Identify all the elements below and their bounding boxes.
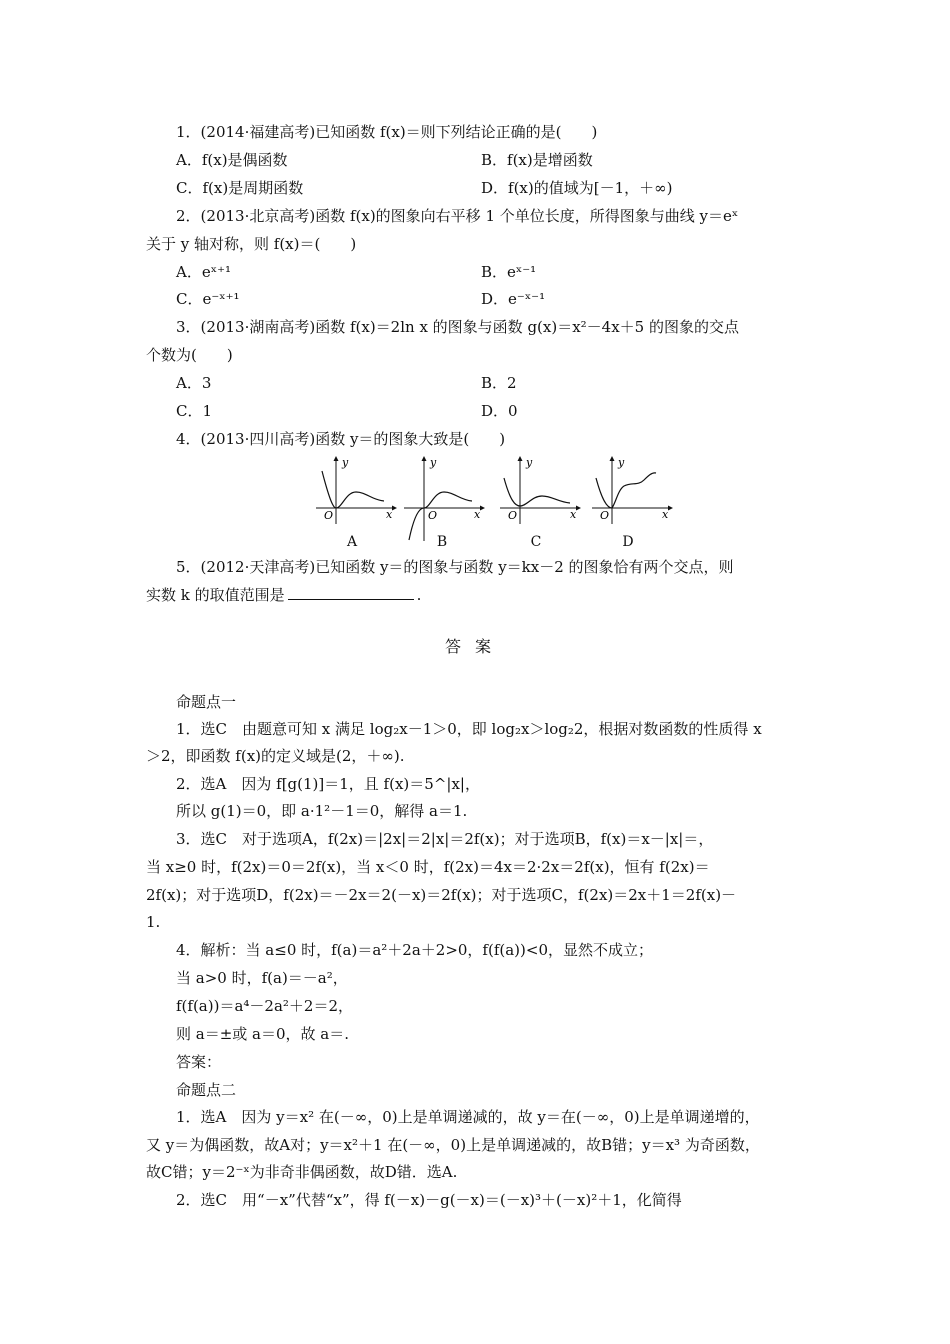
q5-stem-line2 — [146, 584, 421, 606]
q4-graph-d — [588, 456, 673, 526]
q4-label-b: B — [436, 534, 448, 550]
s1-answer-3-line3: 2f(x)；对于选项D，f(2x)＝－2x＝2(－x)＝2f(x)；对于选项C，f(2x)＝2x＋1＝2f(x)－ — [146, 886, 737, 904]
q1-option-d: D．f(x)的值域为[－1，＋∞) — [481, 179, 673, 197]
q1-option-c: C．f(x)是周期函数 — [176, 179, 304, 197]
q3-stem-line2: 个数为( ) — [146, 346, 233, 364]
q4-label-d: D — [622, 534, 634, 550]
section-2-heading: 命题点二 — [176, 1081, 237, 1099]
answers-title: 答案 — [444, 637, 505, 656]
q3-option-b: B．2 — [481, 374, 517, 392]
axis-x-label: x — [386, 508, 393, 521]
axis-y-label: y — [526, 456, 533, 469]
q1-option-a: A．f(x)是偶函数 — [176, 151, 288, 169]
q5-answer-blank — [288, 585, 414, 600]
s1-answer-3-line4: 1. — [146, 913, 161, 931]
origin-label: O — [600, 509, 610, 522]
q1-stem: 1．(2014·福建高考)已知函数 f(x)＝则下列结论正确的是( ) — [176, 123, 598, 141]
q2-option-d: D．e⁻ˣ⁻¹ — [481, 290, 546, 308]
q3-stem-line1: 3．(2013·湖南高考)函数 f(x)＝2ln x 的图象与函数 g(x)＝x²－4x＋5 的图象的交点 — [176, 318, 739, 336]
s1-answer-1-line2: ＞2，即函数 f(x)的定义域是(2，＋∞). — [146, 747, 405, 765]
axis-x-label: x — [570, 508, 577, 521]
q3-option-d: D．0 — [481, 402, 518, 420]
s1-answer-4-line1: 4．解析：当 a≤0 时，f(a)＝a²＋2a＋2>0，f(f(a))<0，显然不成立； — [176, 941, 653, 959]
q2-option-c: C．e⁻ˣ⁺¹ — [176, 290, 240, 308]
q2-option-b: B．eˣ⁻¹ — [481, 263, 537, 281]
q4-graph-b — [400, 456, 485, 546]
q3-option-c: C．1 — [176, 402, 213, 420]
s1-answer-2-line1: 2．选A 因为 f[g(1)]＝1，且 f(x)＝5^|x|， — [176, 775, 480, 793]
q4-stem: 4．(2013·四川高考)函数 y＝的图象大致是( ) — [176, 430, 506, 448]
s1-answer-3-line2: 当 x≥0 时，f(2x)＝0＝2f(x)，当 x＜0 时，f(2x)＝4x＝2·2x＝2f(x)，恒有 f(2x)＝ — [146, 858, 710, 876]
q5-stem-line2-text: 实数 k 的取值范围是 — [146, 586, 285, 604]
q2-stem-line1: 2．(2013·北京高考)函数 f(x)的图象向右平移 1 个单位长度，所得图象与曲线 y＝eˣ — [176, 207, 739, 225]
q5-stem-line1: 5．(2012·天津高考)已知函数 y＝的图象与函数 y＝kx－2 的图象恰有两个交点，则 — [176, 558, 734, 576]
origin-label: O — [324, 509, 334, 522]
q4-graph-a — [312, 456, 397, 526]
s1-answer-3-line1: 3．选C 对于选项A，f(2x)＝|2x|＝2|x|＝2f(x)；对于选项B，f(x)＝x－|x|＝， — [176, 830, 714, 848]
s1-answer-4-line2: 当 a>0 时，f(a)＝－a²， — [176, 969, 348, 987]
q3-option-a: A．3 — [176, 374, 212, 392]
axis-x-label: x — [474, 508, 481, 521]
s2-answer-1-line3: 故C错；y＝2⁻ˣ为非奇非偶函数，故D错．选A. — [146, 1163, 458, 1181]
s1-answer-4-line3: f(f(a))＝a⁴－2a²＋2＝2， — [176, 997, 353, 1015]
q4-graph-c — [496, 456, 581, 526]
origin-label: O — [428, 509, 438, 522]
q4-label-a: A — [346, 534, 358, 550]
q2-stem-line2: 关于 y 轴对称，则 f(x)＝( ) — [146, 235, 357, 253]
axis-y-label: y — [430, 456, 437, 469]
axis-y-label: y — [618, 456, 625, 469]
s1-answer-1-line1: 1．选C 由题意可知 x 满足 log₂x－1＞0，即 log₂x＞log₂2，根据对数函数的性质得 x — [176, 720, 762, 738]
origin-label: O — [508, 509, 518, 522]
q4-label-c: C — [530, 534, 542, 550]
q5-stem-line2-end: . — [416, 586, 422, 604]
s1-answer-4-line5: 答案： — [176, 1053, 222, 1071]
q1-option-b: B．f(x)是增函数 — [481, 151, 593, 169]
q2-option-a: A．eˣ⁺¹ — [176, 263, 231, 281]
s1-answer-4-line4: 则 a＝±或 a＝0，故 a＝. — [176, 1025, 350, 1043]
axis-y-label: y — [342, 456, 349, 469]
s2-answer-1-line2: 又 y＝为偶函数，故A对；y＝x²＋1 在(－∞，0)上是单调递减的，故B错；y＝x³ 为奇函数， — [146, 1136, 760, 1154]
s1-answer-2-line2: 所以 g(1)＝0，即 a·1²－1＝0，解得 a＝1. — [176, 802, 468, 820]
axis-x-label: x — [662, 508, 669, 521]
s2-answer-1-line1: 1．选A 因为 y＝x² 在(－∞，0)上是单调递减的，故 y＝在(－∞，0)上是单调递增的， — [176, 1108, 760, 1126]
section-1-heading: 命题点一 — [176, 693, 237, 711]
s2-answer-2-line1: 2．选C 用“－x”代替“x”，得 f(－x)－g(－x)＝(－x)³＋(－x)²＋1，化简得 — [176, 1191, 682, 1209]
